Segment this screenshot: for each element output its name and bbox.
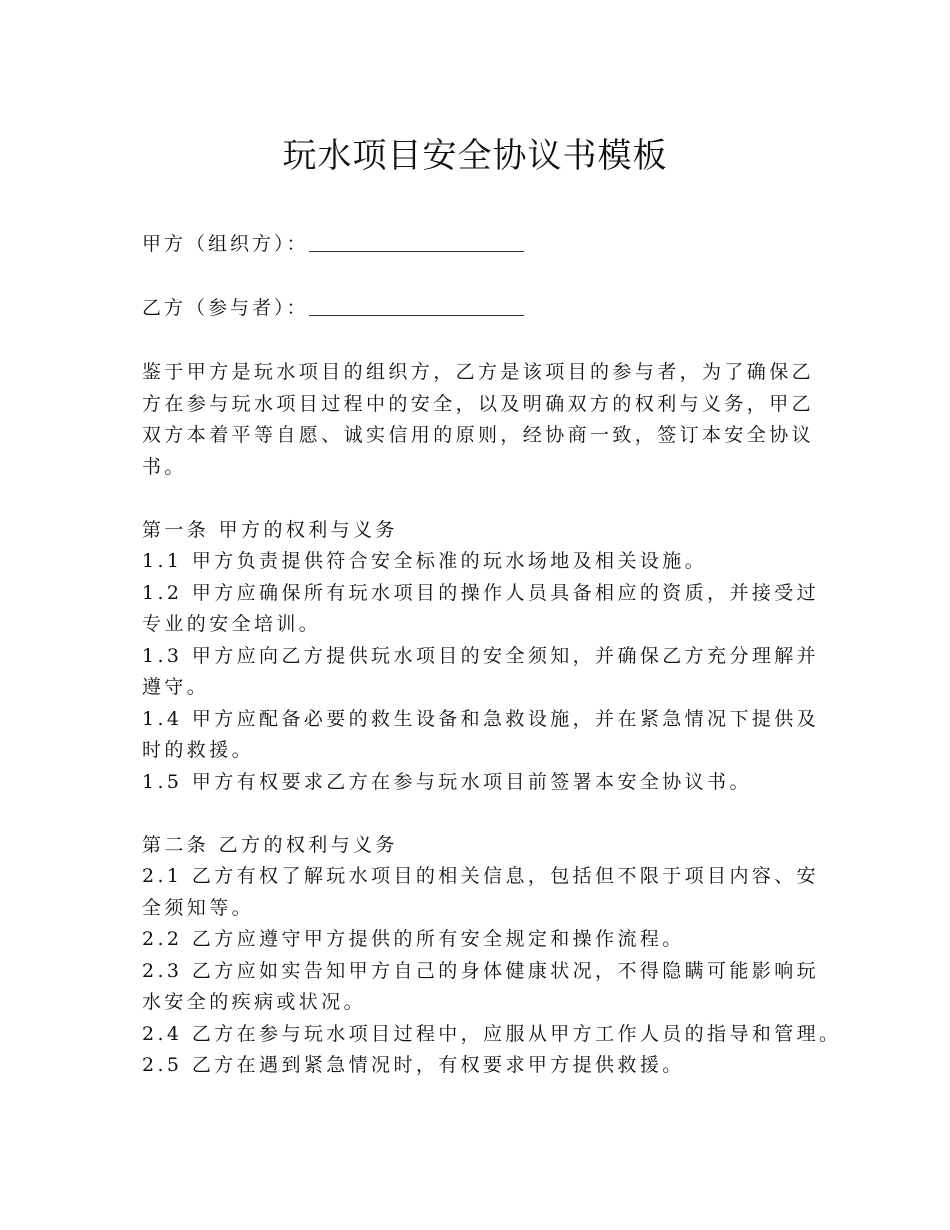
party-a-field <box>142 229 524 259</box>
article-2-section <box>142 830 842 1082</box>
preamble-line: 书。 <box>142 455 187 478</box>
article-2-line: 全须知等。 <box>142 896 255 919</box>
party-a-blank-line <box>309 231 524 252</box>
article-2-line: 2.2 乙方应遵守甲方提供的所有安全规定和操作流程。 <box>142 928 685 950</box>
preamble-line: 鉴于甲方是玩水项目的组织方，乙方是该项目的参与者，为了确保乙 <box>142 361 815 383</box>
preamble-paragraph <box>142 357 822 483</box>
article-1-line: 1.1 甲方负责提供符合安全标准的玩水场地及相关设施。 <box>142 550 708 572</box>
paragraph-gap <box>142 798 822 830</box>
article-1-line: 时的救援。 <box>142 739 255 761</box>
article-1-line: 1.3 甲方应向乙方提供玩水项目的安全须知，并确保乙方充分理解并 <box>142 644 820 667</box>
preamble-line: 方在参与玩水项目过程中的安全，以及明确双方的权利与义务，甲乙 <box>142 392 815 415</box>
article-1-section <box>142 515 822 799</box>
article-2-heading: 第二条 乙方的权利与义务 <box>142 833 398 856</box>
party-b-blank-line <box>309 295 524 316</box>
article-1-line: 1.5 甲方有权要求乙方在参与玩水项目前签署本安全协议书。 <box>142 770 752 793</box>
preamble-line: 双方本着平等自愿、诚实信用的原则，经协商一致，签订本安全协议 <box>142 424 815 446</box>
article-2-line: 水安全的疾病或状况。 <box>142 991 367 1013</box>
party-b-field <box>142 293 524 323</box>
article-1-heading: 第一条 甲方的权利与义务 <box>142 518 398 541</box>
article-2-line: 2.5 乙方在遇到紧急情况时，有权要求甲方提供救援。 <box>142 1054 685 1076</box>
article-1-line: 专业的安全培训。 <box>142 613 322 635</box>
agreement-body <box>142 357 842 1082</box>
paragraph-gap <box>142 483 822 515</box>
party-a-label: 甲方（组织方）： <box>142 233 309 255</box>
article-2-line: 2.3 乙方应如实告知甲方自己的身体健康状况，不得隐瞒可能影响玩 <box>142 959 820 982</box>
party-b-label: 乙方（参与者）： <box>142 297 309 319</box>
document-title: 玩水项目安全协议书模板 <box>282 136 668 176</box>
article-2-line: 2.1 乙方有权了解玩水项目的相关信息，包括但不限于项目内容、安 <box>142 865 820 887</box>
article-1-line: 遵守。 <box>142 676 210 698</box>
article-1-line: 1.2 甲方应确保所有玩水项目的操作人员具备相应的资质，并接受过 <box>142 581 820 604</box>
article-1-line: 1.4 甲方应配备必要的救生设备和急救设施，并在紧急情况下提供及 <box>142 707 820 730</box>
article-2-line: 2.4 乙方在参与玩水项目过程中，应服从甲方工作人员的指导和管理。 <box>142 1022 842 1045</box>
